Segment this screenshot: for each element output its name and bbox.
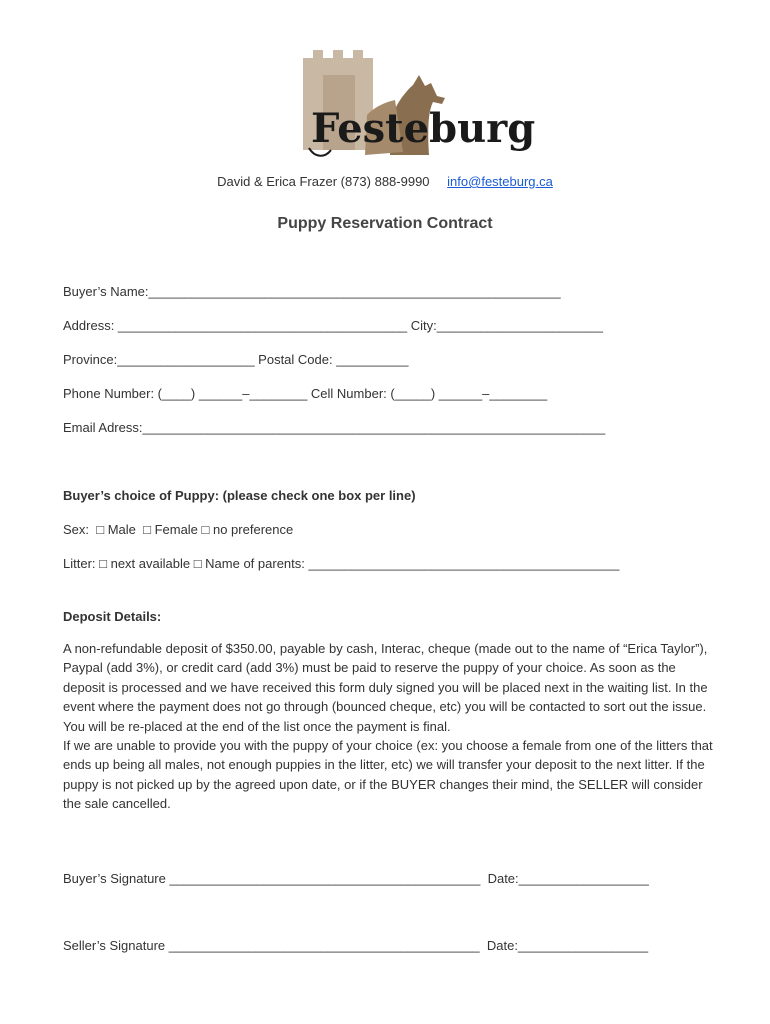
- buyer-name-field[interactable]: Buyer’s Name:_________________________________________________________: [63, 284, 561, 299]
- address-field[interactable]: Address: ________________________________________ City:_______________________: [63, 318, 604, 333]
- page-title: Puppy Reservation Contract: [277, 215, 493, 232]
- buyer-signature-line[interactable]: Buyer’s Signature ___________________________________________ Date:__________________: [63, 871, 649, 886]
- deposit-details: [63, 639, 713, 814]
- phone-field[interactable]: Phone Number: (____) ______–________ Cell Number: (_____) ______–________: [63, 386, 548, 401]
- email-field[interactable]: Email Adress:________________________________________________________________: [63, 420, 606, 435]
- deposit-paragraph-2: If we are unable to provide you with the puppy of your choice (ex: you choose a female from one of the litters that ends up being all males, not enough puppies in the litter, etc) we will transfer your deposit to the next litter. If the puppy is not picked up by the agreed upon date, or if the BUYER changes their mind, the SELLER will consider the sale cancelled.: [63, 738, 713, 812]
- contact-names-phone: David & Erica Frazer (873) 888-9990: [217, 174, 430, 189]
- sex-choice-line[interactable]: Sex: □ Male □ Female □ no preference: [63, 522, 294, 537]
- festeburg-logo: [295, 40, 536, 165]
- province-field[interactable]: Province:___________________ Postal Code: __________: [63, 352, 409, 367]
- puppy-choice-heading: Buyer’s choice of Puppy: (please check one box per line): [63, 488, 416, 503]
- seller-signature-line[interactable]: Seller’s Signature ___________________________________________ Date:__________________: [63, 938, 649, 953]
- logo-text: Festeburg: [311, 105, 536, 152]
- deposit-paragraph-1: A non-refundable deposit of $350.00, payable by cash, Interac, cheque (made out to the name of “Erica Taylor”), Paypal (add 3%), or credit card (add 3%) must be paid to reserve the puppy of your choice. As soon as the deposit is processed and we have received this form duly signed you will be placed next in the waiting list. In the event where the payment does not go through (bounced cheque, etc) you will be contacted to sort out the issue. You will be re-placed at the end of the list once the payment is final.: [63, 641, 708, 734]
- contact-line: [0, 174, 770, 189]
- deposit-heading: Deposit Details:: [63, 609, 162, 624]
- litter-choice-line[interactable]: Litter: □ next available □ Name of parents: ___________________________________________: [63, 556, 620, 571]
- contact-email-link[interactable]: info@festeburg.ca: [447, 174, 553, 189]
